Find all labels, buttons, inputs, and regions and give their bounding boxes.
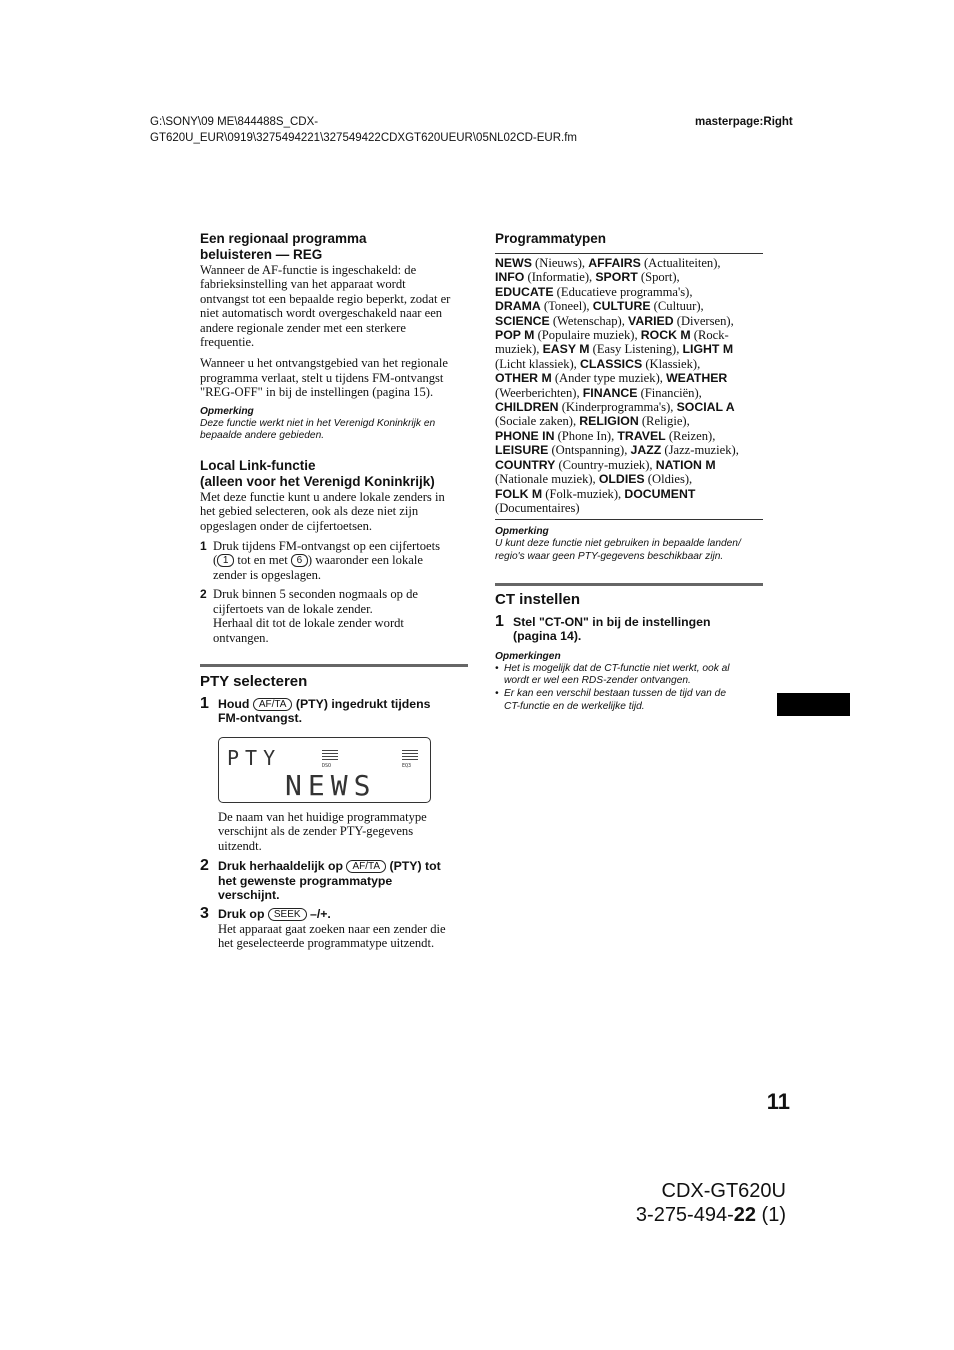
step-number: 2 [200,857,209,875]
local-step-2 [200,587,468,645]
programme-type-code: NEWS [495,256,532,270]
programme-type-code: DRAMA [495,299,541,314]
programme-types-line [495,501,763,515]
right-column [495,231,763,564]
programme-type-description: (Toneel), [540,299,593,314]
reg-note [200,405,468,443]
note-line: U kunt deze functie niet gebruiken in bepaalde landen/ [495,538,741,550]
section-tab-marker [777,693,850,716]
programme-type-description: (Ontspanning), [548,443,631,458]
text-line: Druk tijdens FM-ontvangst op een cijfertoets [213,539,440,554]
programme-types-line [495,429,763,443]
part-code-prefix: 3-275-494- [635,1204,734,1226]
programme-type-code: CHILDREN [495,400,559,415]
programme-type-code: COUNTRY [495,457,556,472]
section-pty [200,664,468,726]
text-line: programma verlaat, stelt u tijdens FM-ontvangst [200,370,444,385]
eq-bars-icon [322,750,338,762]
text-line: het gebied selecteren, ook als deze niet zijn [200,504,419,519]
note-line: Er kan een verschil bestaan tussen de tijd van de [504,688,726,699]
local-title-line-1: Local Link-functie [200,457,316,473]
page-number: 11 [766,1089,790,1114]
programme-type-code: NATION M [655,457,716,472]
text-line: ontvangst tot een bepaalde regio beperkt, zodat er [200,291,451,306]
left-column [200,231,468,645]
programme-type-code: INFO [495,270,525,285]
reg-paragraph-1 [200,263,468,349]
text-line [213,553,468,567]
programme-type-description: (Financiën), [637,385,702,400]
programme-type-description: (Jazz-muziek), [661,443,739,458]
programme-type-code: JAZZ [630,443,662,458]
programme-type-code: PHONE IN [495,428,555,443]
text-line: niet automatisch wordt overgeschakeld naar een [200,306,443,321]
text-fragment: Druk op [218,907,265,922]
programme-type-code: WEATHER [666,371,728,386]
text-line: "REG-OFF" in bij de instellingen (pagina 15). [200,385,434,400]
text-line: cijfertoets van de lokale zender. [213,601,373,616]
section-reg [200,231,468,443]
section-ct [495,583,763,713]
programme-types-line [495,472,763,486]
programme-type-code: CLASSICS [579,356,643,371]
lcd-tag-eq3: EQ3 [402,763,412,769]
ct-title: CT instellen [495,591,581,608]
text-fragment: Houd [218,697,250,711]
lcd-display [218,737,431,803]
text-line: frequentie. [200,335,255,350]
ct-notes [495,650,763,713]
section-divider [495,583,763,586]
part-code [560,1202,786,1228]
programme-type-description: (Kinderprogramma's), [558,400,677,415]
programme-type-description: (Easy Listening), [589,342,683,357]
programme-type-description: (Cultuur), [650,299,704,314]
text-line: Wanneer u het ontvangstgebied van het regionale [200,356,448,371]
lcd-news-text: NEWS [285,769,377,802]
step-number: 3 [200,905,209,923]
pty-step-3 [200,907,468,950]
model-name: CDX-GT620U [661,1180,786,1202]
step-lead-line: het gewenste programmatype [218,873,393,888]
programme-type-description: (Folk-muziek), [542,486,625,501]
programme-type-code: RELIGION [579,414,639,429]
programme-type-code: EDUCATE [495,284,554,299]
reg-title-line-2: beluisteren — REG [200,247,323,262]
programme-type-description: (Diversen), [673,313,734,328]
note-line: regio's waar geen PTY-gegevens beschikbaar zijn. [495,550,724,562]
lcd-pty-text: PTY [227,746,282,770]
af-ta-button-icon: AF/TA [253,698,293,711]
programme-types-line [495,458,763,472]
programme-type-code: DOCUMENT [624,486,696,501]
programme-type-code: SCIENCE [495,313,550,328]
reg-title-line-1: Een regionaal programma [200,231,367,246]
step-lead-line: Stel "CT-ON" in bij de instellingen [513,615,711,629]
programme-types-line [495,400,763,414]
programme-type-description: (Weerberichten), [495,385,583,400]
programme-type-code: TRAVEL [617,428,666,443]
programme-type-description: (Sport), [637,270,680,285]
divider [495,519,763,520]
text-fragment: Druk herhaaldelijk op [218,859,344,874]
programme-type-description: (Country-muziek), [555,457,656,472]
programme-type-description: (Nieuws), [531,256,589,270]
pty-title: PTY selecteren [200,673,308,690]
reg-paragraph-2 [200,356,468,399]
programme-type-description: (Wetenschap), [549,313,629,328]
programme-type-code: OLDIES [598,472,645,487]
programme-type-code: CULTURE [592,299,651,314]
programme-type-code: AFFAIRS [588,256,641,270]
text-fragment: –/+. [310,907,331,922]
lcd-tag-dso: DSO [322,763,332,769]
part-code-suffix: (1) [756,1204,786,1226]
programme-type-code: VARIED [628,313,674,328]
seek-button-icon: SEEK [268,908,307,921]
section-divider [200,664,468,667]
programme-types-line [495,443,763,457]
types-note [495,525,763,563]
programme-type-description: (Educatieve programma's), [553,284,693,299]
af-ta-button-icon: AF/TA [346,860,386,873]
part-code-revision: 22 [733,1204,756,1226]
masterpage-label: masterpage:Right [695,116,793,128]
pty-step-1-description [200,810,468,853]
preset-button-1-icon: 1 [217,554,234,567]
programme-types-line [495,414,763,428]
programme-type-code: SPORT [595,270,638,285]
programme-type-description: muziek), [495,342,543,357]
programme-type-code: SOCIAL A [676,400,735,415]
step-lead-line: verschijnt. [218,888,280,903]
note-bullet-item [495,663,763,688]
note-line: wordt er wel een RDS-zender ontvangen. [504,675,691,687]
text-line: uitzendt. [218,838,262,853]
step-lead-line [218,697,468,711]
programme-type-description: (Rock- [690,328,729,343]
programme-type-description: (Informatie), [524,270,596,285]
note-title: Opmerking [200,405,254,417]
programme-type-description: (Oldies), [644,472,693,487]
pty-continued [200,810,468,951]
text-line: Herhaal dit tot de lokale zender wordt [213,616,404,631]
programme-type-code: FOLK M [495,486,543,501]
step-lead-line: (pagina 14). [513,629,582,644]
programme-types-line [495,342,763,356]
programme-type-description: (Religie), [638,414,690,429]
programme-type-code: OTHER M [495,371,552,386]
programme-type-code: POP M [495,328,535,343]
text-line: Wanneer de AF-functie is ingeschakeld: de [200,263,417,277]
programme-type-description: (Actualiteiten), [640,256,721,270]
text-fragment: (PTY) tot [389,859,441,874]
note-line: Het is mogelijk dat de CT-functie niet werkt, ook al [504,662,730,674]
programme-types-title: Programmatypen [495,231,607,246]
text-line: De naam van het huidige programmatype [218,810,427,824]
text-line: het geselecteerde programmatype uitzendt. [218,936,435,951]
section-local-link [200,458,468,645]
step-number: 1 [495,613,504,630]
text-line: fabrieksinstelling van het apparaat wordt [200,277,406,292]
programme-types-line [495,314,763,328]
step-number: 1 [200,539,207,554]
programme-type-description: (Populaire muziek), [534,328,641,343]
programme-types-line [495,487,763,501]
pty-step-1 [200,697,468,726]
notes-title: Opmerkingen [495,650,561,662]
text-line: zender is opgeslagen. [213,567,322,582]
programme-type-code: LEISURE [495,443,549,458]
preset-button-6-icon: 6 [291,554,308,567]
local-step-1 [200,539,468,582]
programme-types-line [495,371,763,385]
file-path [150,114,577,146]
file-path-line-2: GT620U_EUR\0919\3275494221\327549422CDXGT620UEUR\05NL02CD-EUR.fm [150,132,578,144]
programme-types-list [495,256,763,515]
step-lead-line [218,907,468,921]
text-line: opgeslagen onder de cijfertoetsen. [200,518,373,533]
programme-type-description: (Documentaires) [495,500,580,515]
text-fragment: (PTY) ingedrukt tijdens [295,697,431,711]
local-title-line-2: (alleen voor het Verenigd Koninkrijk) [200,473,435,489]
text-line: Het apparaat gaat zoeken naar een zender die [218,921,446,936]
eq-bars-icon [402,750,418,762]
text-line: ontvangen. [213,630,269,645]
step-number: 1 [200,695,209,712]
programme-type-code: LIGHT M [682,342,734,357]
programme-types-line [495,285,763,299]
ct-step-1 [495,615,763,644]
programme-type-code: ROCK M [640,328,691,343]
bullet: • [495,662,499,674]
programme-type-description: (Phone In), [554,428,618,443]
text-line: verschijnt als de zender PTY-gegevens [218,824,414,839]
paren-open: ( [213,553,218,568]
step-lead-line: FM-ontvangst. [218,711,303,726]
step-lead-line [218,859,468,873]
text-line: Druk binnen 5 seconden nogmaals op de [213,587,418,602]
bullet: • [495,688,499,699]
programme-types-line [495,270,763,284]
note-line: CT-functie en de werkelijke tijd. [504,700,645,712]
text-fragment: ) waaronder een lokale [307,553,423,568]
programme-type-code: EASY M [542,342,590,357]
programme-types-line [495,299,763,313]
step-number: 2 [200,587,207,602]
divider [495,253,763,254]
programme-types-line [495,357,763,371]
programme-types-line [495,386,763,400]
file-path-line-1: G:\SONY\09 ME\844488S_CDX- [150,116,319,128]
text-line: Met deze functie kunt u andere lokale zenders in [200,489,445,504]
note-line: Deze functie werkt niet in het Verenigd Koninkrijk en [200,417,436,429]
programme-type-description: (Reizen), [665,428,716,443]
programme-type-description: (Klassiek), [642,356,701,371]
note-title: Opmerking [495,526,549,538]
programme-type-description: (Sociale zaken), [495,414,580,429]
programme-type-code: FINANCE [582,385,638,400]
programme-types-line [495,256,763,270]
pty-step-2 [200,859,468,902]
text-line: andere regionale zender met een sterkere [200,320,406,335]
programme-type-description: (Licht klassiek), [495,356,580,371]
note-bullet-item [495,688,763,713]
programme-types-line [495,328,763,342]
note-line: bepaalde andere gebieden. [200,430,325,442]
text-fragment: tot en met [237,553,288,568]
programme-type-description: (Nationale muziek), [495,472,599,487]
programme-type-description: (Ander type muziek), [551,371,667,386]
local-paragraph [200,490,468,533]
